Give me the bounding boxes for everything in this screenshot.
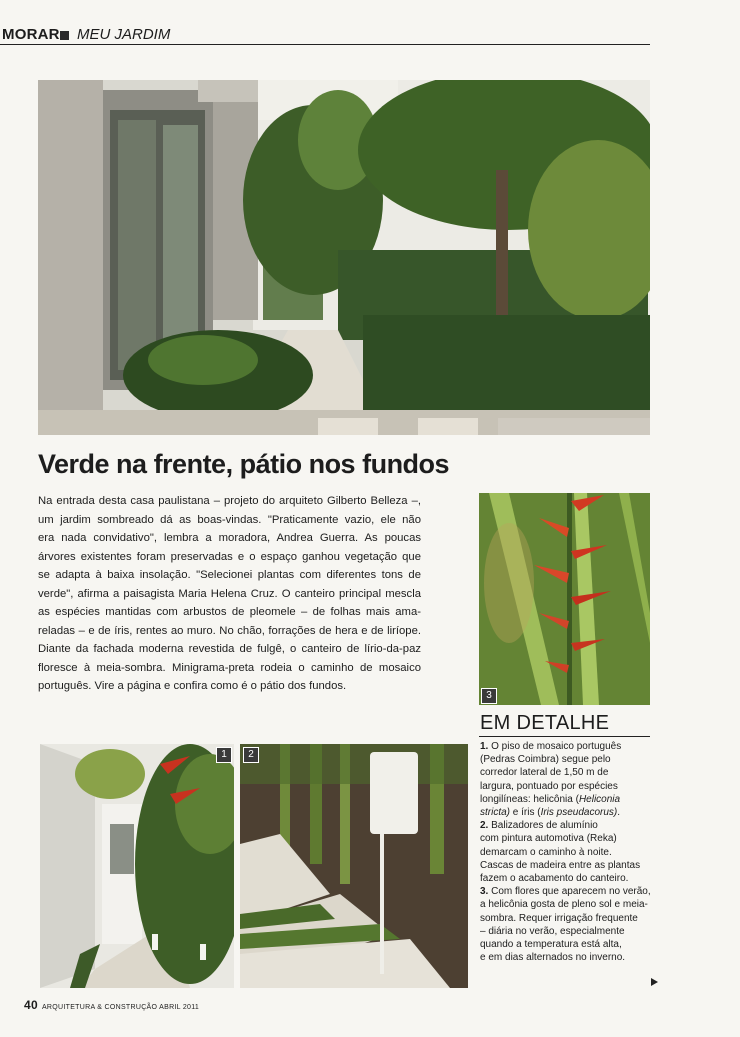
caption-line: (Pedras Coimbra) segue pelo (480, 754, 611, 766)
caption-line: demarcam o caminho à noite. (480, 846, 612, 858)
page-number: 40 (24, 998, 38, 1012)
body-line: verde", afirma a paisagista Maria Helena Cruz. O canteiro principal mescla (38, 587, 421, 600)
heliconia-photo (479, 493, 650, 705)
caption-line: com pintura automotiva (Reka) (480, 833, 617, 845)
caption-line: 1. O piso de mosaico português (480, 741, 622, 752)
caption-line: 3. Com flores que aparecem no verão, (480, 886, 651, 898)
section-header (0, 26, 650, 45)
caption-line: longilíneas: helicônia (Heliconia (480, 793, 621, 805)
side-corridor-photo (40, 744, 234, 988)
body-line: era nada convidativo", lembra a moradora, Andrea Guerra. As poucas (38, 532, 421, 544)
hero-garden-photo (38, 80, 650, 435)
caption-line: sombra. Requer irrigação frequente (480, 912, 638, 924)
body-line: reladas – e de íris, rentes ao muro. No chão, forrações de hera e de liríope. (38, 624, 421, 637)
photo-number-badge: 2 (243, 747, 259, 763)
body-line: árvores existentes foram preservadas e o espaço ganhou vegetação que (38, 550, 421, 563)
caption-line: largura, pontuado por espécies (480, 780, 618, 792)
body-line: Na entrada desta casa paulistana – projeto do arquiteto Gilberto Belleza –, (38, 495, 421, 507)
section-label: MORAR (2, 26, 60, 43)
photo-number-badge: 3 (481, 688, 497, 704)
detail-title: EM DETALHE (480, 712, 610, 734)
continue-arrow-icon (651, 978, 658, 986)
caption-line: stricta) e íris (Iris pseudacorus). (480, 807, 621, 819)
body-line: floresce à meia-sombra. Minigrama-preta rodeia o caminho de mosaico (38, 661, 421, 674)
body-line: um jardim sombreado dá as boas-vindas. "Praticamente vazio, ele não (38, 513, 421, 526)
detail-captions (480, 740, 652, 964)
caption-line: corredor lateral de 1,50 m de (480, 767, 609, 779)
caption-line: e em dias alternados no inverno. (480, 952, 626, 964)
magazine-name: ARQUITETURA & CONSTRUÇÃO ABRIL 2011 (41, 1004, 200, 1011)
article-body (38, 492, 421, 696)
body-line: Diante da fachada moderna revestida de fulgê, o canteiro de lírio-da-paz (38, 643, 421, 655)
detail-divider (479, 736, 650, 737)
caption-line: – diária no verão, especialmente (480, 925, 625, 937)
body-line: se adapta à baixa insolação. "Selecionei plantas com diferentes tons de (38, 569, 421, 581)
article-headline: Verde na frente, pátio nos fundos (38, 449, 450, 479)
caption-line: quando a temperatura está alta, (480, 939, 622, 951)
caption-line: a helicônia gosta de pleno sol e meia- (480, 899, 648, 911)
section-square-icon (60, 31, 69, 40)
path-light-photo (240, 744, 468, 988)
body-line: português. Vire a página e confira como é o pátio dos fundos. (38, 680, 347, 692)
caption-line: 2. Balizadores de alumínio (480, 820, 598, 832)
subsection-label: MEU JARDIM (77, 26, 171, 43)
page-footer (24, 998, 199, 1012)
caption-line: Cascas de madeira entre as plantas (480, 859, 641, 871)
body-line: as espécies mantidas com arbustos de pleomele – de folhas mais ama- (38, 606, 421, 618)
photo-number-badge: 1 (216, 747, 232, 763)
caption-line: fazem o acabamento do canteiro. (480, 873, 629, 885)
